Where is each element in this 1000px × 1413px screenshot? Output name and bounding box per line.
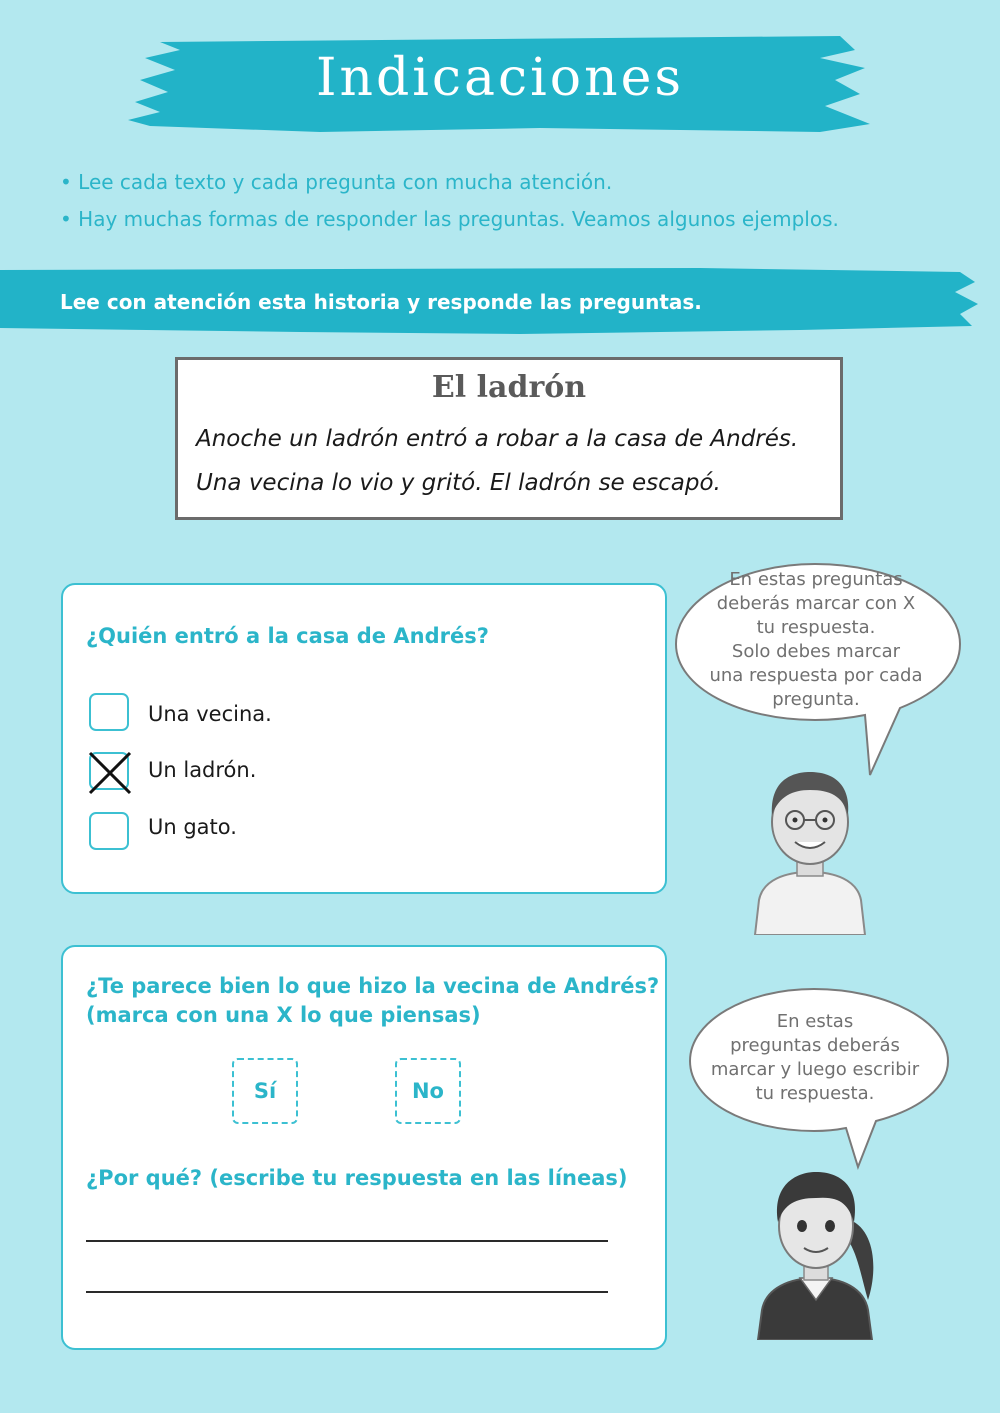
bubble1-line-1: En estas preguntas bbox=[729, 569, 903, 590]
story-title: El ladrón bbox=[431, 370, 587, 405]
story-line-1: Anoche un ladrón entró a robar a la casa de Andrés. bbox=[196, 426, 799, 452]
bullet-many-ways: • Hay muchas formas de responder las preguntas. Veamos algunos ejemplos. bbox=[60, 207, 839, 231]
bullet-read-carefully: • Lee cada texto y cada pregunta con mucha atención. bbox=[60, 170, 613, 194]
question2-subtext: (marca con una X lo que piensas) bbox=[86, 1003, 481, 1027]
option-checkbox-vecina[interactable] bbox=[89, 693, 129, 731]
yes-option-box[interactable]: Sí bbox=[232, 1058, 298, 1124]
bubble2-line-1: En estas bbox=[776, 1011, 854, 1032]
speech-bubble-2-text bbox=[700, 1010, 930, 1106]
bubble1-line-2: deberás marcar con X bbox=[716, 593, 916, 614]
no-option-box[interactable]: No bbox=[395, 1058, 461, 1124]
answer-line-1[interactable] bbox=[86, 1240, 608, 1242]
bubble2-line-4: tu respuesta. bbox=[755, 1083, 875, 1104]
question2-text: ¿Te parece bien lo que hizo la vecina de Andrés? bbox=[86, 974, 660, 998]
option-checkbox-gato[interactable] bbox=[89, 812, 129, 850]
option-label-vecina: Una vecina. bbox=[148, 702, 272, 726]
x-mark-icon bbox=[86, 750, 134, 796]
bubble1-line-5: una respuesta por cada bbox=[709, 665, 923, 686]
option-label-ladron: Un ladrón. bbox=[148, 758, 257, 782]
option-label-gato: Un gato. bbox=[148, 815, 237, 839]
boy-illustration bbox=[745, 760, 875, 935]
question1-text: ¿Quién entró a la casa de Andrés? bbox=[86, 624, 489, 648]
answer-line-2[interactable] bbox=[86, 1291, 608, 1293]
girl-illustration bbox=[750, 1160, 885, 1340]
bubble1-line-4: Solo debes marcar bbox=[731, 641, 901, 662]
bubble1-line-3: tu respuesta. bbox=[756, 617, 876, 638]
bubble2-line-2: preguntas deberás bbox=[730, 1035, 900, 1056]
page-title: Indicaciones bbox=[315, 48, 685, 108]
story-line-2: Una vecina lo vio y gritó. El ladrón se escapó. bbox=[196, 470, 721, 496]
bubble2-line-3: marcar y luego escribir bbox=[710, 1059, 920, 1080]
speech-bubble-1-text bbox=[690, 568, 942, 712]
why-question-text: ¿Por qué? (escribe tu respuesta en las líneas) bbox=[86, 1166, 628, 1190]
bubble1-line-6: pregunta. bbox=[772, 689, 860, 710]
instruction-text: Lee con atención esta historia y responde las preguntas. bbox=[60, 290, 702, 314]
